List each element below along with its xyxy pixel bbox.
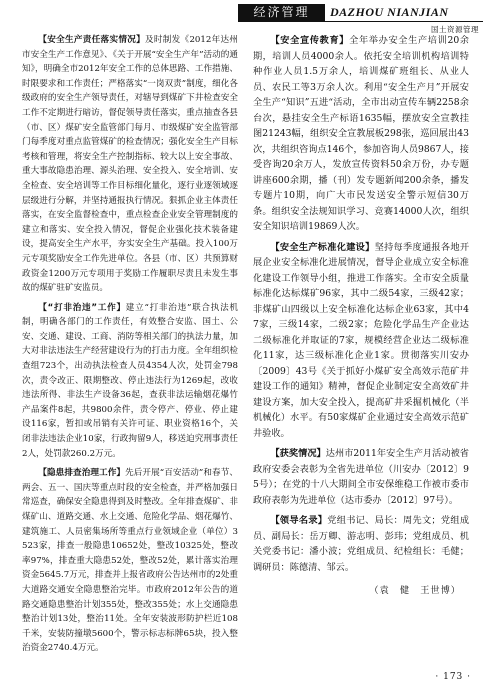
section-body: 及时制发《2012年达州市安全生产工作意见》、《关于开展“安全生产年”活动的通知》，明确全市2012年安全工作的总体思路、工作措施、时限要求和工作责任；严格落实“一岗双责”制度，细化各级政府的安全生产领导责任，对辖导到煤矿下井检查安全工作不定期进行暗访，督促领导责任落实，重点抽查各县（市、区）煤矿安全监管部门每月、市级煤矿安全监管部门每季度对重点监管煤矿的检查情况；强化安全生产目标考核和管理，将安全生产控制指标、较大以上安全事故、重大事故隐患治理、源头治理、安全投入、安全培训、安全检查、安全培训等工作目标细化量化，逐行业逐领域逐层级进行分解，并坚持通报执行情况。狠抓企业主体责任落实，在安全监督检查中，重点检查企业安全管理制度的建立和落实、安全投入情况，督促企业强化技术装备建设，提高安全生产水平，夯实安全生产基础。投入100万元专项奖励安全工作先进单位。各县（市、区）共预算财政资金1200万元专项用于奖励工作履职尽责且未发生事故的煤矿驻矿安监员。 (22, 35, 238, 294)
paragraph-safety-responsibility (22, 33, 238, 296)
paragraph-safety-education (253, 33, 469, 235)
section-body: 坚持每季度通报各地开展企业安全标准化进展情况，督导企业成立安全标准化建设工作领导小组，推进工作落实。全市安全质量标准化达标煤矿96家，其中二级54家，三级42家；非煤矿山四级以上安全标准化达标企业63家，其中47家，三级14家，二级2家；危险化学品生产企业达二级标准化并取证的7家，规模经营企业达二级标准化11家，达三级标准化企业1家。贯彻落实川安办〔2009〕43号《关于抓好小煤矿安全高效示范矿井建设工作的通知》精神，督促企业制定安全高效矿井建设方案，加大安全投入，提高矿井采掘机械化（半机械化）水平。有50家煤矿企业通过安全高效示范矿井验收。 (253, 241, 470, 439)
yearbook-brand: DAZHOU NIANJIAN (330, 5, 449, 19)
chapter-subtitle: 国土资源管理 (431, 25, 479, 34)
paragraph-hazard-inspection (22, 466, 238, 656)
paragraph-standardization (253, 240, 469, 442)
section-body: 全年举办安全生产培训20余期，培训人员4000余人。依托安全培训机构培训特种作业人员1.5万余人，培训煤矿班组长、从业人员、农民工等3万余人次。利用“安全生产月”开展安全生产“知识”五进“活动，全市出动宣传车辆2258余台次，悬挂安全生产标语1635幅，摆放安全宣教挂图21243幅，组织安全宣教展板298张，巡回展出43次，共组织咨询点146个，参加咨询人员9867人，接受咨询20余万人，发放宣传资料50余万份，办专题讲座600余期，播（刊）发专题新闻200余条，播发专题片10期，向广大市民发送安全警示短信30万条。组织安全法规知识学习、竞赛14000人次，组织安全知识培训19869人次。 (253, 35, 469, 232)
paragraph-awards (253, 446, 469, 508)
section-heading: 【安全生产标准化建设】 (270, 241, 375, 253)
section-body: 党组书记、局长：周先文；党组成员、副局长：岳万卿、游志明、彭玮；党组成员、机关党委书记：潘小波；党组成员、纪检组长：毛健；调研员：陈德清、邹云。 (253, 515, 470, 573)
section-heading: 【安全生产责任落实情况】 (38, 35, 145, 45)
section-heading: 【隐患排查治理工作】 (38, 468, 126, 479)
section-label: 经济管理 (238, 4, 325, 21)
section-heading: 【获奖情况】 (270, 448, 326, 459)
page-number: · 173 · (435, 672, 471, 682)
author-signature: （袁 健 王世博） (369, 585, 461, 596)
section-body: 建立“打非治违”联合执法机制，明确各部门的工作责任，有效整合安监、国土、公安、交通、建设、工商、消防等相关部门的执法力量，加大对非法违法生产经营建设行为的打击力度。全年组织检查组723个，出动执法检查人员4354人次，处罚金798次，责令改正、限期整改、停止违法行为1269起，改收违法所得、非法生产设备36起，查获非法运输烟花爆竹产品案件8起，共9800余件，责令停产、停业、停止建设116家，暂扣或吊销有关许可证、职业资格16个，关闭非法违法企业10家，行政拘留9人，移送迫究刑事责任2人，处罚款260.2万元。 (22, 302, 239, 459)
section-heading: 【安全宣传教育】 (270, 35, 350, 46)
left-column (22, 33, 238, 658)
section-body: 达州市2011年安全生产月活动被省政府安委会表彰为全省先进单位（川安办〔2012〕95号）；在党的十八大期间全市安保维稳工作被市委市政府表彰为先进单位（达市委办〔2012〕97号）。 (253, 448, 469, 506)
paragraph-leadership (253, 513, 469, 575)
header-rule (238, 21, 483, 22)
section-body: 先后开展“百安活动”和春节、两会、五一、国庆等重点时段的安全检查，并严格加强日常巡查，确保安全隐患得到及时整改。全年排查煤矿、非煤矿山、道路交通、水上交通、危险化学品、烟花爆竹、建筑施工、人员密集场所等重点行业领域企业（单位）3523家，排查一般隐患10652处，整改10325处，整改率97%，排查重大隐患52处，整改52处，累计落实治理资金5645.7万元，排查并上报省政府公告达州市的2处重大道路交通安全隐患整治完毕。市政府2012年公告的道路交通隐患整治计划355处，整改355处；水上交通隐患整治计划13处，整治11处。全年安装波形防护栏近108千米，安装防撞墩5600个，警示标志标牌65块，投入整治资金2740.4万元。 (22, 468, 239, 654)
right-column (253, 33, 469, 598)
paragraph-illegal-crackdown (22, 301, 238, 462)
section-heading: 【“打非治违”工作】 (38, 302, 126, 313)
section-heading: 【领导名录】 (270, 515, 328, 526)
